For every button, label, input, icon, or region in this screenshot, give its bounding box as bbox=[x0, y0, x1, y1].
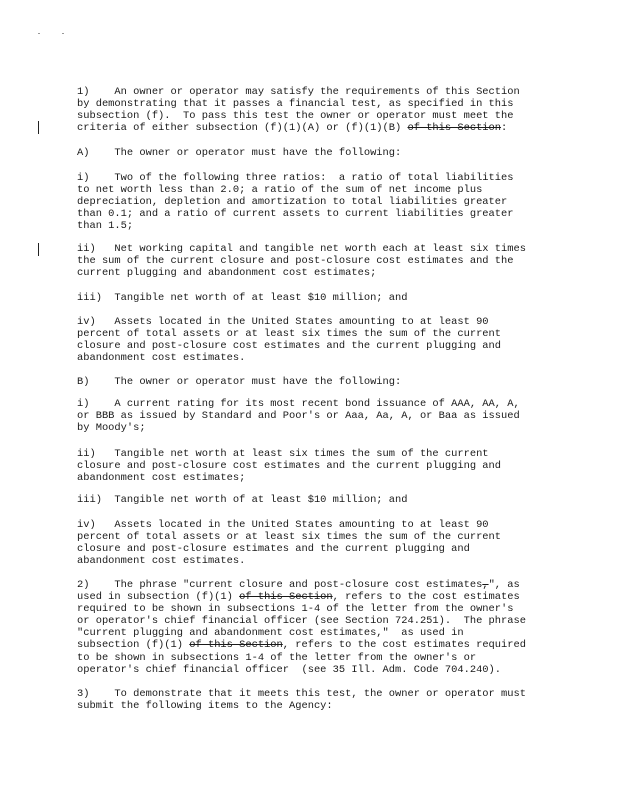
text-line bbox=[77, 700, 547, 712]
text-line bbox=[77, 627, 547, 639]
struck-text: of this Section bbox=[407, 122, 502, 135]
text-segment: , refers to the cost estimates bbox=[332, 591, 520, 604]
text-segment: ii) Tangible net worth at least six times the sum of the current bbox=[77, 448, 489, 460]
text-line bbox=[77, 352, 547, 364]
text-segment: ii) Net working capital and tangible net worth each at least six times bbox=[77, 243, 526, 255]
text-segment: abandonment cost estimates; bbox=[77, 472, 246, 485]
text-segment: than 1.5; bbox=[77, 220, 134, 233]
text-line bbox=[77, 664, 547, 676]
text-line bbox=[77, 196, 547, 208]
text-segment: required to be shown in subsections 1-4 of the letter from the owner's bbox=[77, 603, 514, 616]
text-segment: operator's chief financial officer (see 35 Ill. Adm. Code 704.240). bbox=[77, 663, 502, 676]
paragraph bbox=[77, 172, 547, 232]
paragraph bbox=[77, 448, 547, 484]
text-line bbox=[77, 603, 547, 615]
text-line bbox=[77, 376, 547, 388]
text-segment: to net worth less than 2.0; a ratio of the sum of net income plus bbox=[77, 184, 483, 197]
text-line bbox=[77, 172, 547, 184]
text-segment: iii) Tangible net worth of at least $10 million; and bbox=[77, 292, 408, 304]
paragraph bbox=[77, 579, 547, 676]
text-line bbox=[77, 519, 547, 531]
text-line bbox=[77, 398, 547, 410]
revision-change-bar bbox=[38, 243, 39, 256]
text-line bbox=[77, 86, 547, 98]
text-segment: closure and post-closure cost estimates and the current plugging and bbox=[77, 460, 502, 473]
text-line bbox=[77, 220, 547, 232]
text-segment: depreciation, depletion and amortization to total liabilities greater bbox=[77, 196, 508, 209]
text-segment: 3) To demonstrate that it meets this test, the owner or operator must bbox=[77, 688, 526, 700]
text-segment: subsection (f)(1) bbox=[77, 639, 190, 652]
text-segment: iv) Assets located in the United States amounting to at least 90 bbox=[77, 316, 489, 328]
text-segment: current plugging and abandonment cost estimates; bbox=[77, 267, 377, 280]
text-line bbox=[77, 110, 547, 122]
text-segment: than 0.1; and a ratio of current assets to current liabilities greater bbox=[77, 208, 514, 221]
scan-speck bbox=[38, 33, 40, 34]
text-segment: iii) Tangible net worth of at least $10 million; and bbox=[77, 494, 408, 506]
text-line bbox=[77, 410, 547, 422]
revision-change-bar bbox=[38, 121, 39, 134]
text-line bbox=[77, 316, 547, 328]
text-segment: abandonment cost estimates. bbox=[77, 555, 246, 568]
struck-text: of this Section bbox=[189, 639, 283, 652]
scan-speck bbox=[62, 33, 64, 34]
struck-text: of this Section bbox=[239, 591, 333, 604]
text-line bbox=[77, 688, 547, 700]
struck-text: , bbox=[482, 579, 489, 591]
text-segment: iv) Assets located in the United States amounting to at least 90 bbox=[77, 519, 489, 531]
text-segment: 2) The phrase "current closure and post-closure cost estimates bbox=[77, 579, 483, 591]
text-segment: closure and post-closure estimates and the current plugging and bbox=[77, 543, 470, 556]
text-line bbox=[77, 543, 547, 555]
text-segment: : bbox=[501, 122, 508, 135]
text-segment: "current plugging and abandonment cost estimates," as used in bbox=[77, 627, 464, 640]
text-line bbox=[77, 531, 547, 543]
paragraph bbox=[77, 86, 547, 134]
text-line bbox=[77, 340, 547, 352]
text-line bbox=[77, 555, 547, 567]
text-line bbox=[77, 472, 547, 484]
text-segment: subsection (f). To pass this test the owner or operator must meet the bbox=[77, 110, 514, 123]
text-segment: criteria of either subsection (f)(1)(A) or (f)(1)(B) bbox=[77, 122, 408, 135]
text-line bbox=[77, 639, 547, 651]
text-segment: or operator's chief financial officer (see Section 724.251). The phrase bbox=[77, 615, 526, 628]
text-segment: abandonment cost estimates. bbox=[77, 352, 246, 365]
text-segment: used in subsection (f)(1) bbox=[77, 591, 240, 604]
text-segment: , refers to the cost estimates required bbox=[282, 639, 526, 652]
paragraph bbox=[77, 316, 547, 364]
text-line bbox=[77, 579, 547, 591]
text-segment: or BBB as issued by Standard and Poor's or Aaa, Aa, A, or Baa as issued bbox=[77, 410, 520, 423]
paragraph bbox=[77, 398, 547, 434]
paragraph bbox=[77, 494, 547, 506]
text-line bbox=[77, 267, 547, 279]
text-line bbox=[77, 422, 547, 434]
text-segment: i) A current rating for its most recent bond issuance of AAA, AA, A, bbox=[77, 398, 520, 410]
paragraph bbox=[77, 292, 547, 304]
text-segment: the sum of the current closure and post-closure cost estimates and the bbox=[77, 255, 514, 268]
text-line bbox=[77, 147, 547, 159]
text-line bbox=[77, 243, 547, 255]
text-segment: A) The owner or operator must have the following: bbox=[77, 147, 402, 159]
paragraph bbox=[77, 376, 547, 388]
paragraph bbox=[77, 688, 547, 712]
text-segment: percent of total assets or at least six times the sum of the current bbox=[77, 328, 502, 341]
text-line bbox=[77, 184, 547, 196]
text-segment: percent of total assets or at least six times the sum of the current bbox=[77, 531, 502, 544]
text-line bbox=[77, 615, 547, 627]
text-segment: by demonstrating that it passes a financial test, as specified in this bbox=[77, 98, 514, 111]
text-line bbox=[77, 448, 547, 460]
text-line bbox=[77, 652, 547, 664]
text-segment: closure and post-closure cost estimates and the current plugging and bbox=[77, 340, 502, 353]
text-line bbox=[77, 591, 547, 603]
text-segment: to be shown in subsections 1-4 of the letter from the owner's or bbox=[77, 651, 477, 664]
text-segment: submit the following items to the Agency: bbox=[77, 700, 333, 713]
text-line bbox=[77, 494, 547, 506]
text-line bbox=[77, 328, 547, 340]
text-line bbox=[77, 292, 547, 304]
text-line bbox=[77, 255, 547, 267]
paragraph bbox=[77, 147, 547, 159]
paragraph bbox=[77, 243, 547, 279]
paragraph bbox=[77, 519, 547, 567]
text-segment: by Moody's; bbox=[77, 422, 146, 435]
text-segment: i) Two of the following three ratios: a ratio of total liabilities bbox=[77, 172, 514, 184]
text-segment: ", as bbox=[488, 579, 520, 591]
text-line bbox=[77, 460, 547, 472]
text-line bbox=[77, 122, 547, 134]
text-line bbox=[77, 98, 547, 110]
text-line bbox=[77, 208, 547, 220]
text-segment: B) The owner or operator must have the following: bbox=[77, 376, 402, 388]
text-segment: 1) An owner or operator may satisfy the requirements of this Section bbox=[77, 86, 520, 98]
